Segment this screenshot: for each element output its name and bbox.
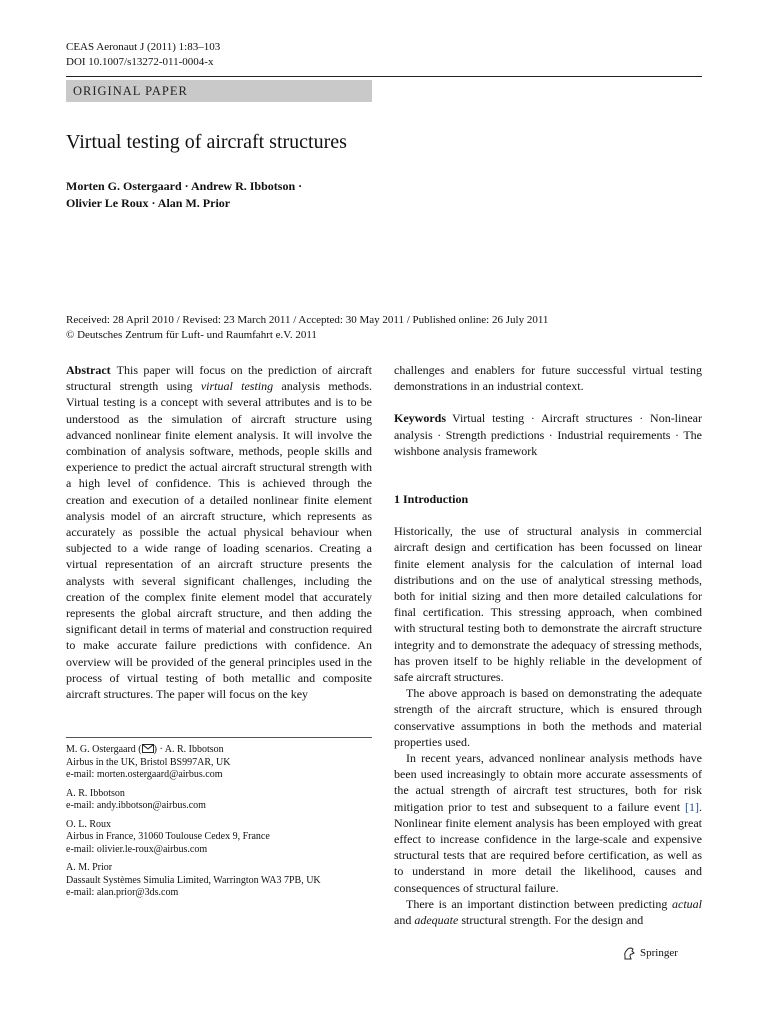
abstract-paragraph — [66, 362, 372, 702]
author-list — [66, 178, 302, 212]
footnote-rule — [66, 737, 372, 738]
affiliation-1-name-b: ) · A. R. Ibbotson — [153, 744, 224, 755]
affiliation-2-email[interactable]: e-mail: andy.ibbotson@airbus.com — [66, 800, 206, 811]
keywords-heading: Keywords — [394, 411, 446, 426]
abstract-heading: Abstract — [66, 363, 111, 377]
dates-line: Received: 28 April 2010 / Revised: 23 March 2011 / Accepted: 30 May 2011 / Published online: 26 July 2011 — [66, 314, 549, 326]
keywords-text: Virtual testing · Aircraft structures · Non-linear analysis · Strength predictions · Industrial requirements · The wishbone analysis framework — [394, 411, 702, 458]
affiliation-3-email[interactable]: e-mail: olivier.le-roux@airbus.com — [66, 843, 208, 855]
left-column — [66, 362, 372, 702]
intro-paragraph-2: The above approach is based on demonstrating the adequate strength of the aircraft structure, which is ensured through conservative assumptions in both the methods and material properties used. — [394, 686, 702, 749]
article-type-badge: ORIGINAL PAPER — [66, 80, 372, 102]
authors-line-2: Olivier Le Roux · Alan M. Prior — [66, 196, 231, 210]
springer-knight-icon — [622, 946, 636, 960]
publisher-logo — [622, 946, 678, 960]
affiliation-1-names — [66, 744, 376, 757]
intro-paragraph-1: Historically, the use of structural analysis in commercial aircraft design and certification has been focussed on linear finite element analysis for the calculation of internal load distributions and on the use of analytical stressing methods, both for initial sizing and then more detailed calculations for final certification. This stressing approach, when combined with structural testing both to demonstrate the aircraft structure integrity and to demonstrate the adequacy of stressing methods, has proven itself to be highly reliable in the development of safe aircraft structures. — [394, 524, 702, 685]
abstract-continuation: challenges and enablers for future successful virtual testing demonstrations in an industrial context. — [394, 363, 702, 394]
copyright-line: © Deutsches Zentrum für Luft- und Raumfahrt e.V. 2011 — [66, 329, 317, 341]
intro-p4-emphasis-1: actual — [672, 896, 702, 911]
abstract-text-2: analysis methods. Virtual testing is a concept with several attributes and is to be understood as the simulation of aircraft structure using advanced nonlinear finite element analysis. It will involve the combination of analysis software, methods, people skills and experience to predict the actual aircraft structural strength with a high level of confidence. This is achieved through the creation and execution of a detailed nonlinear finite element analysis model of an aircraft structure, which represents as accurately as possible the actual physical behaviour when subjected to a wide range of loading scenarios. Creating a virtual representation of an aircraft structure presents the analysts with several significant challenges, including the creation of the complex finite element model that accurately represents the global aircraft structure, and then adding the significant detail in terms of material and construction required to make accurate failure predictions with confidence. An overview will be provided of the general principles used in the process of virtual testing of both metallic and composite aircraft structures. The paper will focus on the key — [66, 379, 372, 702]
publication-history — [66, 313, 706, 343]
affiliation-1-address: Airbus in the UK, Bristol BS997AR, UK — [66, 756, 231, 768]
affiliation-4-address: Dassault Systèmes Simulia Limited, Warrington WA3 7PB, UK — [66, 874, 321, 886]
header-rule — [66, 76, 702, 77]
right-column — [394, 362, 702, 928]
abstract-emphasis: virtual testing — [200, 379, 274, 394]
intro-p4-emphasis-2: adequate — [414, 913, 459, 928]
affiliation-1 — [66, 744, 376, 782]
intro-p3-text-b: . Nonlinear finite element analysis has been employed with great effect to increase confidence in the large-scale and expensive structural tests that are required before certification, as well as to understand in more detail the likelihood, causes and consequences of structural failure. — [394, 799, 702, 895]
section-heading-introduction: 1 Introduction — [394, 492, 469, 507]
authors-line-1: Morten G. Ostergaard · Andrew R. Ibbotson · — [66, 179, 303, 193]
affiliation-4-email[interactable]: e-mail: alan.prior@3ds.com — [66, 887, 179, 898]
publisher-name: Springer — [640, 947, 678, 959]
affiliation-4 — [66, 862, 376, 900]
paper-title: Virtual testing of aircraft structures — [66, 131, 347, 153]
envelope-icon[interactable] — [142, 744, 154, 753]
affiliation-3-address: Airbus in France, 31060 Toulouse Cedex 9, France — [66, 831, 270, 842]
affiliation-1-name-a: M. G. Ostergaard ( — [66, 744, 142, 755]
intro-paragraph-4 — [394, 896, 702, 928]
affiliation-2 — [66, 788, 376, 813]
intro-p4-text-b: structural strength. For the design and — [458, 913, 644, 928]
keywords-paragraph — [394, 410, 702, 459]
intro-p4-text-mid: and — [394, 913, 415, 928]
affiliation-4-name: A. M. Prior — [66, 862, 113, 873]
affiliation-3-name: O. L. Roux — [66, 818, 111, 830]
doi[interactable]: DOI 10.1007/s13272-011-0004-x — [66, 56, 214, 68]
affiliation-3 — [66, 819, 376, 857]
citation-link[interactable]: [1] — [685, 799, 699, 814]
affiliation-2-name: A. R. Ibbotson — [66, 787, 125, 799]
abstract-text-1: This paper will focus on the prediction of aircraft structural strength using — [66, 363, 372, 394]
intro-p4-text-a: There is an important distinction between predicting — [406, 896, 672, 911]
intro-p3-text-a: In recent years, advanced nonlinear analysis methods have been used increasingly to obtain more accurate assessments of the actual strength of aircraft test structures, both for risk mitigation prior to test and subsequent to a failure event — [394, 751, 702, 814]
affiliation-1-email[interactable]: e-mail: morten.ostergaard@airbus.com — [66, 769, 223, 780]
intro-paragraph-3 — [394, 750, 702, 896]
author-affiliations — [66, 744, 376, 906]
journal-header — [66, 40, 220, 70]
journal-citation: CEAS Aeronaut J (2011) 1:83–103 — [66, 41, 221, 53]
